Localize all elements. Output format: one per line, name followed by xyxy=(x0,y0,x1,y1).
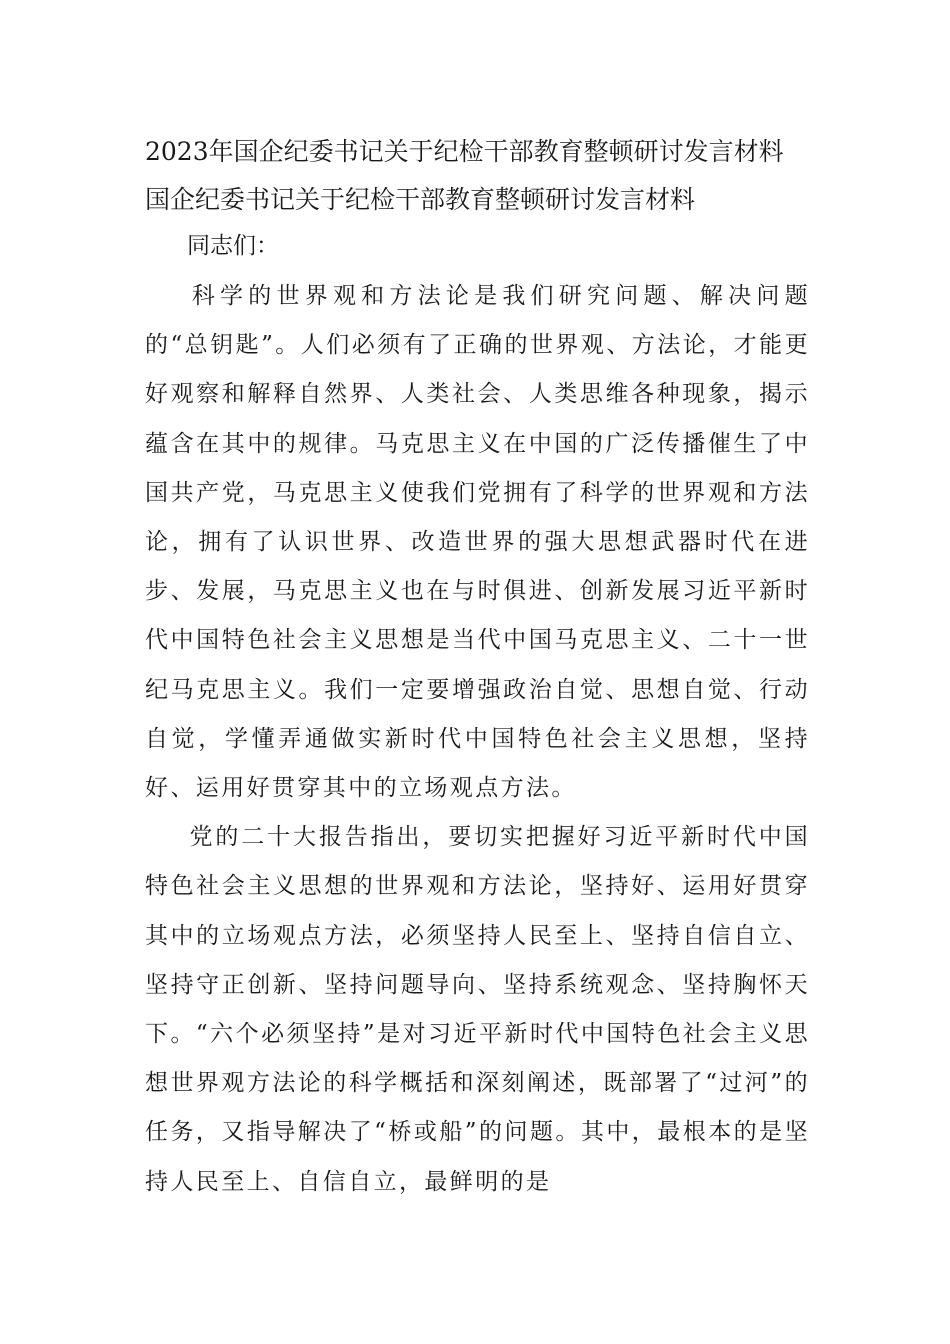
document-title-line-2: 国企纪委书记关于纪检干部教育整顿研讨发言材料 xyxy=(145,185,696,214)
document-title-line-1: 2023年国企纪委书记关于纪检干部教育整顿研讨发言材料 xyxy=(145,137,784,166)
paragraph-2-text: 党的二十大报告指出，要切实把握好习近平新时代中国特色社会主义思想的世界观和方法论，坚持好、运用好贯穿其中的立场观点方法，必须坚持人民至上、坚持自信自立、坚持守正创新、坚持问题导向、坚持系统观念、坚持胸怀天下。“六个必须坚持”是对习近平新时代中国特色社会主义思想世界观方法论的科学概括和深刻阐述，既部署了“过河”的任务，又指导解决了“桥或船”的问题。其中，最根本的是坚持人民至上、自信自立，最鲜明的是 xyxy=(145,824,810,1195)
paragraph-2 xyxy=(145,813,810,1207)
document-body xyxy=(145,128,810,1207)
salutation: 同志们： xyxy=(187,233,279,259)
paragraph-1-text: 科学的世界观和方法论是我们研究问题、解决问题的“总钥匙”。人们必须有了正确的世界观、方法论，才能更好观察和解释自然界、人类社会、人类思维各种现象，揭示蕴含在其中的规律。马克思主义在中国的广泛传播催生了中国共产党，马克思主义使我们党拥有了科学的世界观和方法论，拥有了认识世界、改造世界的强大思想武器时代在进步、发展，马克思主义也在与时俱进、创新发展习近平新时代中国特色社会主义思想是当代中国马克思主义、二十一世纪马克思主义。我们一定要增强政治自觉、思想自觉、行动自觉，学懂弄通做实新时代中国特色社会主义思想，坚持好、运用好贯穿其中的立场观点方法。 xyxy=(145,283,810,802)
paragraph-1 xyxy=(145,272,810,813)
